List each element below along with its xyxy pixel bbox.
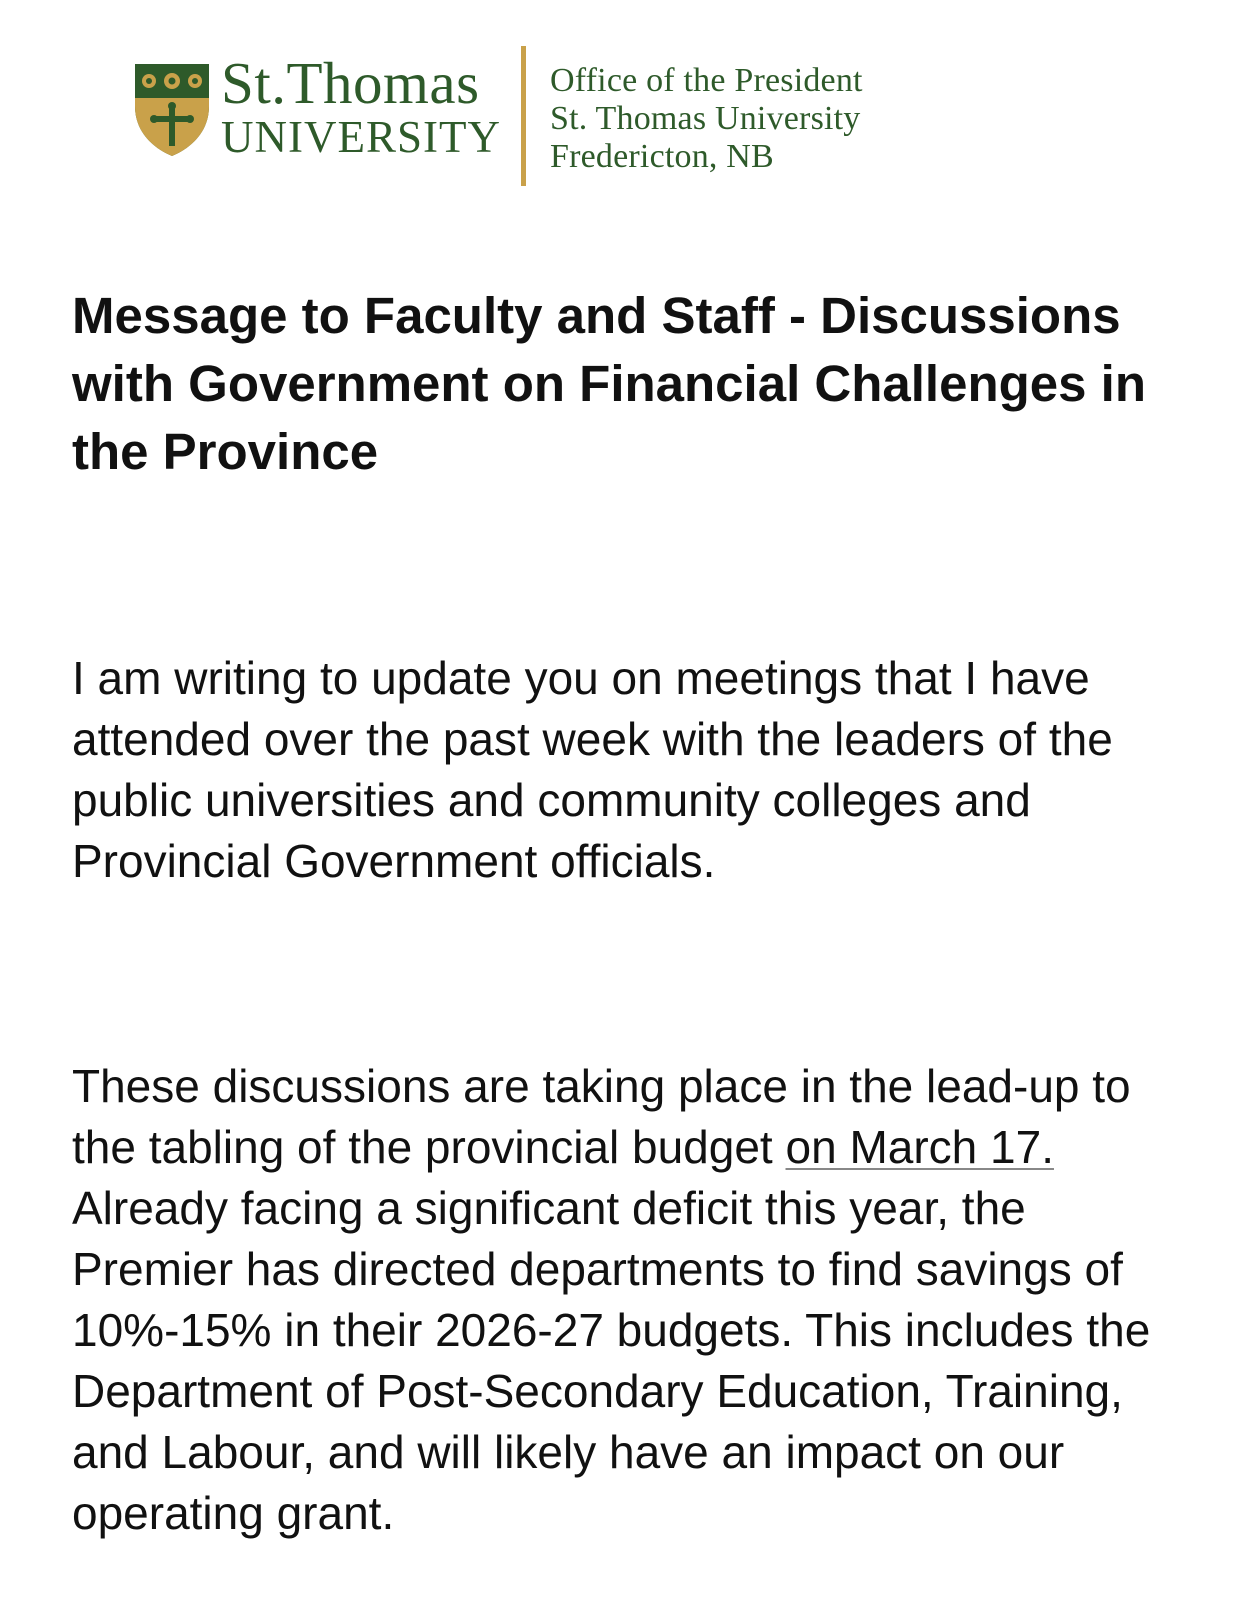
university-subtitle: UNIVERSITY (221, 112, 501, 162)
letterhead (133, 46, 863, 186)
office-line: Office of the President (549, 62, 863, 99)
office-line: St. Thomas University (549, 100, 861, 137)
paragraph-text: These discussions are taking place in the lead-up to the tabling of the provincial budget (72, 1060, 1131, 1173)
university-name: St.Thomas (221, 50, 480, 116)
letterhead-divider (521, 46, 526, 186)
office-line: Fredericton, NB (549, 138, 774, 175)
message-paragraph-1: I am writing to update you on meetings that I have attended over the past week with the leaders of the public universities and community colleges and Provincial Government officials. (72, 652, 1113, 887)
office-address (550, 62, 863, 176)
message-paragraph-2 (72, 1056, 1172, 1544)
message-title: Message to Faculty and Staff - Discussions with Government on Financial Challenges in the Province (72, 287, 1146, 480)
budget-date-link[interactable]: on March 17. (785, 1121, 1054, 1173)
paragraph-text: Already facing a significant deficit this year, the Premier has directed departments to find savings of 10%-15% in their 2026-27 budgets. This includes the Department of Post-Secondary Education, Training, and Labour, and will likely have an impact on our operating grant. (72, 1182, 1151, 1539)
university-crest-icon (133, 62, 211, 158)
university-wordmark (221, 50, 501, 162)
